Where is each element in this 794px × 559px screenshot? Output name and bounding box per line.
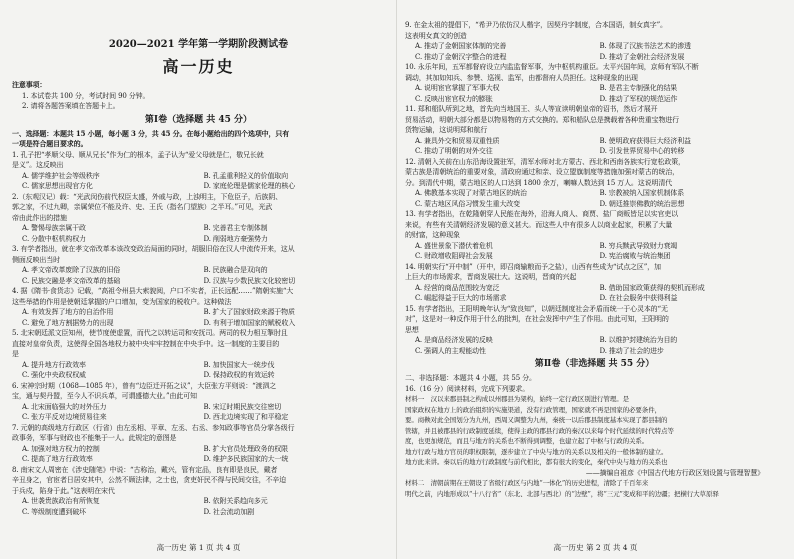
answer-option: C. 推动了明朝的对外交往 [415,147,493,155]
option-row [12,223,385,234]
answer-option: C. 蒙古地区风俗习惯发生重大改变 [415,199,521,208]
notice-list [12,91,385,112]
answer-option: C. 张方平反对边境贸易往来 [22,413,107,421]
answer-option: B. 以维护封建统治为目的 [599,336,678,344]
question-stem: 帝由此作出的措施 [12,213,67,222]
question-stem: 11. 郑和船队所到之地，首先向当地国王、头人等宣读明朝皇帝的诏书，然后才展开 [405,105,658,113]
question-stem: 10. 永乐年间，五军都督府设立内监监督军事，为中枢机构重臣。太平兴国年间，京师有军队不断 [405,63,699,71]
question-stem: 分。到清代中期，蒙古地区的人口达到 1800 余万，喇嘛人数达到 15 万人。这说明清代 [405,178,673,187]
question-stem: 这表明女真文的创造 [405,31,467,40]
question-item [405,262,784,304]
option-row [405,335,784,346]
material-line: 地方行政与地方官员的职权限制，逐步建立了中央与地方的关系以及相关的一般体制的建立。 [405,447,668,456]
question-stem: 的财富，这种现象 [405,231,460,239]
question-stem: 贸易活动，明朝大部分都是以物易物的方式交换的。郑和船队总是携载着各种贵重宝物进行 [405,115,679,124]
answer-option: C. 分散中枢机构权力 [22,234,86,243]
notice-item: 2. 请将各题答案填在答题卡上。 [22,102,120,110]
question-stem: 2.（东观汉记）载：“光武闵伤前代权臣太盛，外戚与政，上浊明主，下危臣子，后族阴、 [12,192,283,201]
instruction-line: 一项是符合题目要求的。 [12,139,88,148]
question-item [405,304,784,357]
question-item [12,381,385,423]
answer-option: B. 孔孟重利轻义的价值取向 [203,171,288,180]
answer-option: C. 民族交融是孝文帝改革的基础 [22,276,121,285]
answer-option: D. 推动了金朝社会经济发展 [599,52,685,61]
question-stem: 于兵戍，陷身于此。”这表明在宋代 [12,486,115,495]
answer-option: B. 扩大官员处理政务的权限 [203,444,288,453]
option-row [12,181,385,192]
answer-option: C. 提高了地方行政效率 [22,455,93,463]
answer-option: A. 加强对地方权力的控制 [22,444,100,453]
answer-option: B. 扩大了国家财政来源于物质 [203,308,295,316]
question-stem: 辛丑身之，官宦者日居安其中，公然不顾法律，之士也，贪吏奸民不得与民间交往，不辛迫 [12,476,286,484]
notice-item: 1. 本试卷共 100 分，考试时间 90 分钟。 [22,91,150,100]
question-stem: 郭之家，不过九卿，亲属荣位不能及许、史、王氏（指名门望族）之半耳。”可见，光武 [12,203,273,211]
question-item [12,465,385,518]
option-row [405,136,784,147]
question-stem: 7. 元朝的高级地方行政区（行省）由左丞相、平章、左丞、右丞、参知政事等官员分掌各级行 [12,423,295,432]
question-stem: 上巨大的市场需求，晋商发展壮大。这说明，晋商的兴起 [405,273,577,281]
page-footer-right: 高一历史 第 2 页 共 4 页 [553,543,638,552]
right-page [397,0,794,559]
material-line: 明代之前，内地形成以“十八行省”（东北、北部与西北）的“边壁”，将“三元”变成和平的边疆；把横行大草原驿 [405,489,719,498]
question-item [12,150,385,192]
question-stem: 思想 [405,325,419,334]
exam-title: 2020—2021 学年第一学期阶段测试卷 [108,39,289,50]
option-row [12,454,385,465]
question-item [405,104,784,157]
question-stem: 这些举措的作用是使朝廷掌握的户口增加，变为国家的税收户。这种做法 [12,297,232,306]
answer-option: A. 说明宦官掌握了军事大权 [415,84,500,92]
answer-option: C. 避免了地方割据势力的出现 [22,318,114,327]
answer-option: D. 朝廷推崇佛教的统治思想 [599,199,685,208]
answer-option: D. 维护多民族国家的大一统 [203,455,289,463]
answer-option: A. 佛教基本实现了对蒙古地区的统治 [415,189,527,197]
material-two [405,478,784,499]
answer-option: A. 盛世景象下潜伏着危机 [415,241,493,250]
part2-line: 二、非选择题：本题共 4 小题，共 55 分。 [405,374,536,382]
material-one-source: ——摘编自祖彦《中国古代地方行政区划设置与管理智慧》 [585,468,764,477]
material-line: 要。商鞅对此全国划分为九州，西周又调整为九州，秦统一以后郡县制度基本实现了都县制的 [405,416,668,424]
option-row [12,276,385,287]
material-line: 管辖，并且被郡县的行政制度延续，使得主政的郡县行政的秦汉以来每个时代延续的时代特点等 [405,426,674,435]
answer-option: D. 推动了社会的进步 [599,346,664,355]
option-row [12,370,385,381]
question-item [12,423,385,465]
question-stem: 蒙古族是清朝统治的重要对象，清政府通过和亲、设立盟旗制度等措施加强对蒙古的统治， [405,168,679,176]
answer-option: A. 经营的商品范围较为宽泛 [415,283,500,292]
answer-option: A. 提升地方行政效率 [22,360,86,369]
question-list-left [12,150,385,518]
answer-option: A. 北宋面临强大的对外压力 [22,402,107,411]
answer-option: B. 是君主专制强化的结果 [599,84,678,92]
question-stem: 调动，其加如知兵、参赞、巡视、监军，由都督府人员担任。这种现象的出现 [405,73,638,82]
question-stem: 3. 有学者指出，就在孝文帝改革本该改变政治局面的同时，胡服旧俗在汉人中流传开来，这从 [12,245,295,253]
question-item [405,62,784,104]
question-item [405,157,784,210]
answer-option: B. 加快国家大一统步伐 [203,360,275,369]
option-row [405,188,784,199]
option-row [12,360,385,371]
answer-option: A. 孝文帝改革废除了汉族的旧俗 [22,266,121,274]
notice-label: 注意事项： [12,80,47,89]
option-row [12,496,385,507]
question-stem: 9. 在金太祖的提倡下，“希尹乃依仿汉人楷字，因契丹字制度，合本国语，制女真字”。 [405,21,667,29]
answer-option: B. 依附关系趋向多元 [203,497,268,505]
question-stem: 5. 北宋朝廷派文臣知州，使节度使虚置，而代之以转运司和安抚司。两司的权力相互掣肘且 [12,329,288,337]
answer-option: A. 推动了金朝国家体制的完善 [415,42,507,50]
page-footer-left: 高一历史 第 1 页 共 4 页 [156,543,241,552]
option-row [12,444,385,455]
material-line: 材料一 汉以来郡县制之构成以州郡县为架构，始终一定行政区别进行管理。是 [405,395,630,403]
material-line: 国家政权在地方上的政治组织的实施渠道，没有行政管理，国家就不再是国家的必要条件， [405,405,662,414]
option-row [12,234,385,245]
question-item [12,244,385,286]
answer-option: C. 强化中央政权权威 [22,371,86,379]
answer-option: C. 反映出宦官权力的膨胀 [415,94,493,103]
option-row [405,52,784,63]
answer-option: C. 崛起得益于巨大的市场需求 [415,294,507,302]
section1-heading: 第Ⅰ卷（选择题 共 45 分） [144,114,253,125]
answer-option: A. 兼具外交和贸易双重性质 [415,136,500,145]
material-line: 地方此来讲。秦以后的地方行政制度与前代相比，都有很大的变化，秦代中央与地方的关系也 [405,458,668,466]
question-item [12,328,385,381]
answer-option: B. 宋辽时期民族交往密切 [203,402,282,411]
option-row [405,146,784,157]
answer-option: B. 穷兵黩武导致财力衰竭 [599,241,678,250]
option-row [405,293,784,304]
option-row [405,251,784,262]
instruction-line: 一、选择题：本题共 15 小题，每小题 3 分，共 45 分。在每小题给出的四个选项中，只有 [12,128,290,138]
answer-option: D. 家庭伦理是儒家伦理的核心 [203,182,296,190]
question-stem: 是义”。这反映出 [12,161,64,169]
option-row [405,94,784,105]
question-stem: 直接对皇帝负责，这使得全国各地权力被中央牢牢控制在中央手中。这一制度的主要目的 [12,339,280,348]
question-item [12,192,385,245]
option-row [405,346,784,357]
question-item [405,209,784,262]
answer-option: A. 世袭贵族政治有所恢复 [22,497,100,505]
answer-option: B. 宗教被纳入国家机制体系 [599,189,684,197]
part2-line: 16.（16 分）阅读材料，完成下列要求。 [405,384,530,393]
question-item [405,20,784,62]
subject-title: 高一历史 [162,57,235,76]
question-stem: 侧面反映出当时 [12,255,60,264]
question-stem: 15. 有学者指出，王阳明晚年认为“致良知”，以朝廷制度社会矛盾而统一于心灵本的“无 [405,304,668,313]
material-line: 材料二 清朝前期在王朝设了省级行政区与内地“一体化”的历史进程，清除了千百年来 [405,479,649,487]
answer-option: D. 在社会服务中获得利益 [599,294,678,302]
question-stem: 货物运输，这说明郑和航行 [405,126,488,134]
answer-option: A. 是商品经济发展的反映 [415,336,493,344]
option-row [12,507,385,518]
answer-option: A. 警惕母族亲属干政 [22,224,86,232]
answer-option: D. 宪治腐败与统治集团 [599,252,671,260]
question-stem: 宝，通与契丹盟，至今人不识兵革，可谓盛德大业。”由此可知 [12,392,197,400]
answer-option: D. 推动了军权的规范运作 [599,94,678,103]
option-row [12,412,385,423]
option-row [12,265,385,276]
question-list-right [405,20,784,356]
material-one [405,394,784,468]
material-line: 度，也更加规范，而且与地方的关系也不断得到调整，也建立起了中枢与行政的关系。 [405,437,649,445]
question-stem: 1. 孔子把“孝顺父母、顺从兄长”作为仁的根本，孟子认为“爱父母就是仁，敬兄长就 [12,150,264,159]
question-stem: 来说，有些有关清朝经济发展的意义甚大。而这些人中有很多人以商业起家，积累了大量 [405,220,673,229]
option-row [405,83,784,94]
answer-option: D. 引发世界贸易中心的转移 [599,147,685,155]
answer-option: C. 强调人的主观能动性 [415,346,486,355]
option-row [405,241,784,252]
answer-option: C. 财政增收阻碍社会发展 [415,252,493,260]
answer-option: B. 使明政府获得巨大经济利益 [599,136,691,145]
option-row [12,307,385,318]
option-row [12,318,385,329]
question-stem: 6. 宋神宗时期（1068—1085 年），曾有“边臣迁开拓之议”，大臣张方平则说：“渡泗之 [12,381,277,390]
question-stem: 4. 据《隋书·食货志》记载，“高祖令州县大索貌阅，户口不实者，正长远配……”隋朝实施“大 [12,287,294,295]
question-stem: 14. 明朝实行“开中制”（开中，即召商输粮而予之盐），山西有些成为“试点之区”，加 [405,262,661,271]
option-row [405,41,784,52]
answer-option: D. 汉族与少数民族文化较密切 [203,276,296,285]
option-row [12,171,385,182]
answer-option: C. 等级制度遭到破坏 [22,507,86,516]
answer-option: B. 借助国家政策获得的契机而形成 [599,283,705,292]
option-row [405,199,784,210]
answer-option: D. 西北边境实现了和平稳定 [203,413,289,421]
question-item [12,286,385,328]
question-stem: 13. 有学者指出，在乾隆朝穿人民能在海外，沿海人商人、商贾、盐厂商贩皆足以实官吏以 [405,210,679,218]
answer-option: D. 社会流动加剧 [203,507,254,516]
answer-option: C. 推动了金朝汉字整合的进程 [415,52,507,61]
question-stem: 是 [12,350,19,358]
answer-option: C. 儒家思想出现官方化 [22,182,93,190]
answer-option: A. 儒学维护社会等级秩序 [22,171,100,180]
question-stem: 12. 清朝入关前在山东沿海设置驻军，清军水师对北方蒙古、西北和西南各族实行宽松政策， [405,157,685,166]
option-row [12,402,385,413]
question-stem: 政事务，军事与财政也不能集于一人。此规定的意图是 [12,434,177,442]
section2-heading: 第Ⅱ卷（非选择题 共 55 分） [534,359,655,369]
part2-instructions [405,373,784,394]
answer-option: B. 完善君主专制体制 [203,224,268,232]
answer-option: B. 民族融合是双向的 [203,266,268,274]
answer-option: D. 有利于增加国家的赋税收入 [203,318,296,327]
question-stem: 对”，这是对一种反作用于什么的批判，在社会发挥中产生了作用。由此可知，王阳明的 [405,315,669,323]
option-row [405,283,784,294]
answer-option: B. 体现了汉族书法艺术的渗透 [599,42,691,50]
section1-instructions [12,129,385,150]
answer-option: D. 保持政权的有效运转 [203,371,275,379]
question-stem: 8. 南宋文人周密在《涉史随笔》中说：“古称治，戴兴，管有定品，良有即是良民，戴者 [12,465,278,474]
answer-option: D. 削弱地方豪强势力 [203,234,268,243]
answer-option: A. 有效发挥了地方的自治作用 [22,308,114,316]
